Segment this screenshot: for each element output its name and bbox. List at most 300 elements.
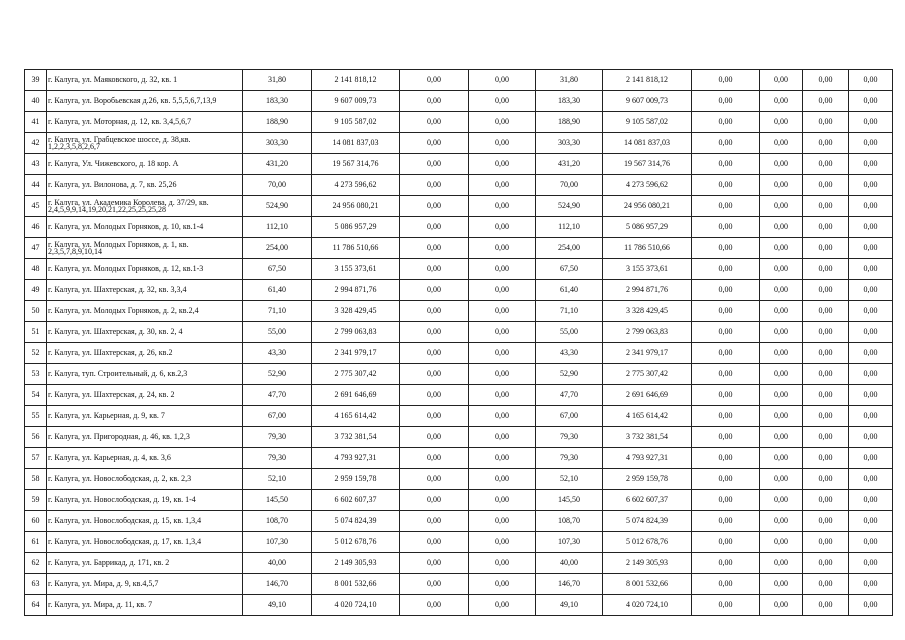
table-row <box>25 427 893 448</box>
table-row <box>25 91 893 112</box>
value-cell: 0,00 <box>400 469 469 490</box>
value-cell: 0,00 <box>400 175 469 196</box>
value-cell: 0,00 <box>400 301 469 322</box>
value-cell: 0,00 <box>469 427 536 448</box>
value-cell: 8 001 532,66 <box>312 574 400 595</box>
value-cell: 0,00 <box>803 448 849 469</box>
address-cell: г. Калуга, ул. Карьерная, д. 4, кв. 3,6 <box>47 448 243 469</box>
value-cell: 0,00 <box>400 280 469 301</box>
value-cell: 4 165 614,42 <box>312 406 400 427</box>
value-cell: 0,00 <box>803 259 849 280</box>
value-cell: 0,00 <box>803 490 849 511</box>
value-cell: 61,40 <box>243 280 312 301</box>
row-number: 56 <box>25 427 47 448</box>
value-cell: 0,00 <box>760 322 803 343</box>
value-cell: 40,00 <box>536 553 603 574</box>
table-row <box>25 133 893 154</box>
value-cell: 0,00 <box>760 448 803 469</box>
value-cell: 0,00 <box>400 91 469 112</box>
value-cell: 47,70 <box>243 385 312 406</box>
value-cell: 67,00 <box>243 406 312 427</box>
value-cell: 0,00 <box>400 238 469 259</box>
row-number: 48 <box>25 259 47 280</box>
value-cell: 0,00 <box>469 532 536 553</box>
value-cell: 0,00 <box>400 595 469 616</box>
value-cell: 0,00 <box>400 448 469 469</box>
value-cell: 303,30 <box>536 133 603 154</box>
address-cell: г. Калуга, ул. Молодых Горняков, д. 2, кв.2,4 <box>47 301 243 322</box>
address-cell: г. Калуга, ул. Шахтерская, д. 32, кв. 3,3,4 <box>47 280 243 301</box>
value-cell: 2 149 305,93 <box>603 553 692 574</box>
row-number: 49 <box>25 280 47 301</box>
value-cell: 112,10 <box>536 217 603 238</box>
value-cell: 0,00 <box>849 511 893 532</box>
value-cell: 0,00 <box>760 595 803 616</box>
value-cell: 2 959 159,78 <box>312 469 400 490</box>
value-cell: 5 012 678,76 <box>312 532 400 553</box>
value-cell: 0,00 <box>803 91 849 112</box>
value-cell: 145,50 <box>243 490 312 511</box>
value-cell: 0,00 <box>849 532 893 553</box>
address-cell: г. Калуга, ул. Воробьевская д.26, кв. 5,5,5,6,7,13,9 <box>47 91 243 112</box>
value-cell: 0,00 <box>692 343 760 364</box>
value-cell: 183,30 <box>536 91 603 112</box>
value-cell: 0,00 <box>803 175 849 196</box>
value-cell: 0,00 <box>692 553 760 574</box>
value-cell: 79,30 <box>536 448 603 469</box>
value-cell: 0,00 <box>692 406 760 427</box>
value-cell: 4 165 614,42 <box>603 406 692 427</box>
address-cell: г. Калуга, ул. Моторная, д. 12, кв. 3,4,5,6,7 <box>47 112 243 133</box>
table-row <box>25 175 893 196</box>
value-cell: 0,00 <box>803 427 849 448</box>
value-cell: 0,00 <box>400 322 469 343</box>
value-cell: 4 793 927,31 <box>603 448 692 469</box>
row-number: 61 <box>25 532 47 553</box>
table-row <box>25 217 893 238</box>
value-cell: 0,00 <box>469 595 536 616</box>
value-cell: 524,90 <box>536 196 603 217</box>
value-cell: 0,00 <box>400 574 469 595</box>
value-cell: 107,30 <box>243 532 312 553</box>
row-number: 43 <box>25 154 47 175</box>
address-cell: г. Калуга, ул. Новослободская, д. 15, кв. 1,3,4 <box>47 511 243 532</box>
value-cell: 0,00 <box>849 385 893 406</box>
value-cell: 0,00 <box>849 112 893 133</box>
row-number: 59 <box>25 490 47 511</box>
value-cell: 0,00 <box>803 343 849 364</box>
value-cell: 0,00 <box>400 154 469 175</box>
value-cell: 0,00 <box>469 112 536 133</box>
value-cell: 0,00 <box>692 427 760 448</box>
value-cell: 3 732 381,54 <box>603 427 692 448</box>
value-cell: 67,50 <box>536 259 603 280</box>
value-cell: 431,20 <box>536 154 603 175</box>
value-cell: 14 081 837,03 <box>312 133 400 154</box>
address-cell: г. Калуга, ул. Шахтерская, д. 30, кв. 2, 4 <box>47 322 243 343</box>
value-cell: 108,70 <box>536 511 603 532</box>
value-cell: 0,00 <box>692 91 760 112</box>
address-cell: г. Калуга, ул. Молодых Горняков, д. 12, кв.1-3 <box>47 259 243 280</box>
value-cell: 0,00 <box>849 574 893 595</box>
value-cell: 0,00 <box>803 553 849 574</box>
row-number: 39 <box>25 70 47 91</box>
row-number: 63 <box>25 574 47 595</box>
value-cell: 0,00 <box>760 217 803 238</box>
value-cell: 5 086 957,29 <box>603 217 692 238</box>
table-body <box>25 70 893 616</box>
value-cell: 5 086 957,29 <box>312 217 400 238</box>
value-cell: 2 959 159,78 <box>603 469 692 490</box>
table-row <box>25 385 893 406</box>
value-cell: 2 691 646,69 <box>603 385 692 406</box>
value-cell: 254,00 <box>243 238 312 259</box>
value-cell: 0,00 <box>400 259 469 280</box>
value-cell: 0,00 <box>692 217 760 238</box>
value-cell: 4 273 596,62 <box>603 175 692 196</box>
value-cell: 0,00 <box>400 532 469 553</box>
value-cell: 0,00 <box>469 217 536 238</box>
value-cell: 0,00 <box>692 364 760 385</box>
row-number: 58 <box>25 469 47 490</box>
value-cell: 0,00 <box>849 259 893 280</box>
value-cell: 0,00 <box>760 364 803 385</box>
value-cell: 2 799 063,83 <box>312 322 400 343</box>
value-cell: 0,00 <box>692 238 760 259</box>
value-cell: 112,10 <box>243 217 312 238</box>
value-cell: 43,30 <box>536 343 603 364</box>
value-cell: 0,00 <box>803 238 849 259</box>
value-cell: 49,10 <box>536 595 603 616</box>
table-row <box>25 469 893 490</box>
row-number: 60 <box>25 511 47 532</box>
value-cell: 49,10 <box>243 595 312 616</box>
value-cell: 0,00 <box>469 91 536 112</box>
value-cell: 0,00 <box>469 175 536 196</box>
address-cell: г. Калуга, ул. Шахтерская, д. 26, кв.2 <box>47 343 243 364</box>
table-row <box>25 574 893 595</box>
value-cell: 0,00 <box>849 406 893 427</box>
value-cell: 3 155 373,61 <box>312 259 400 280</box>
table-row <box>25 154 893 175</box>
value-cell: 55,00 <box>243 322 312 343</box>
row-number: 44 <box>25 175 47 196</box>
row-number: 53 <box>25 364 47 385</box>
value-cell: 71,10 <box>243 301 312 322</box>
value-cell: 0,00 <box>803 154 849 175</box>
value-cell: 108,70 <box>243 511 312 532</box>
table-row <box>25 364 893 385</box>
address-cell: г. Калуга, ул. Баррикад, д. 171, кв. 2 <box>47 553 243 574</box>
value-cell: 0,00 <box>692 532 760 553</box>
value-cell: 0,00 <box>760 91 803 112</box>
table-row <box>25 280 893 301</box>
row-number: 52 <box>25 343 47 364</box>
value-cell: 4 793 927,31 <box>312 448 400 469</box>
value-cell: 0,00 <box>849 217 893 238</box>
table-row <box>25 448 893 469</box>
address-cell: г. Калуга, ул. Вилонова, д. 7, кв. 25,26 <box>47 175 243 196</box>
value-cell: 5 074 824,39 <box>603 511 692 532</box>
value-cell: 40,00 <box>243 553 312 574</box>
value-cell: 0,00 <box>400 553 469 574</box>
address-cell: г. Калуга, Ул. Чижевского, д. 18 кор. А <box>47 154 243 175</box>
value-cell: 524,90 <box>243 196 312 217</box>
value-cell: 19 567 314,76 <box>603 154 692 175</box>
value-cell: 0,00 <box>760 154 803 175</box>
value-cell: 0,00 <box>469 280 536 301</box>
value-cell: 0,00 <box>469 70 536 91</box>
value-cell: 0,00 <box>692 280 760 301</box>
row-number: 40 <box>25 91 47 112</box>
value-cell: 431,20 <box>243 154 312 175</box>
value-cell: 0,00 <box>760 175 803 196</box>
value-cell: 0,00 <box>803 595 849 616</box>
value-cell: 0,00 <box>760 511 803 532</box>
value-cell: 0,00 <box>760 385 803 406</box>
value-cell: 0,00 <box>849 448 893 469</box>
value-cell: 52,10 <box>536 469 603 490</box>
value-cell: 0,00 <box>469 469 536 490</box>
value-cell: 0,00 <box>760 574 803 595</box>
value-cell: 0,00 <box>849 427 893 448</box>
row-number: 54 <box>25 385 47 406</box>
value-cell: 0,00 <box>469 238 536 259</box>
row-number: 42 <box>25 133 47 154</box>
value-cell: 0,00 <box>469 448 536 469</box>
value-cell: 0,00 <box>692 70 760 91</box>
value-cell: 0,00 <box>849 175 893 196</box>
value-cell: 0,00 <box>849 238 893 259</box>
address-cell: г. Калуга, ул. Мира, д. 11, кв. 7 <box>47 595 243 616</box>
value-cell: 0,00 <box>400 343 469 364</box>
value-cell: 0,00 <box>760 196 803 217</box>
address-cell: г. Калуга, ул. Новослободская, д. 19, кв. 1-4 <box>47 490 243 511</box>
table-row <box>25 196 893 217</box>
value-cell: 6 602 607,37 <box>603 490 692 511</box>
row-number: 46 <box>25 217 47 238</box>
address-cell: г. Калуга, ул. Новослободская, д. 17, кв. 1,3,4 <box>47 532 243 553</box>
value-cell: 0,00 <box>400 406 469 427</box>
value-cell: 0,00 <box>760 70 803 91</box>
value-cell: 0,00 <box>692 154 760 175</box>
value-cell: 0,00 <box>760 112 803 133</box>
value-cell: 0,00 <box>469 133 536 154</box>
value-cell: 9 105 587,02 <box>312 112 400 133</box>
value-cell: 0,00 <box>803 574 849 595</box>
value-cell: 0,00 <box>760 469 803 490</box>
value-cell: 0,00 <box>760 238 803 259</box>
value-cell: 2 141 818,12 <box>312 70 400 91</box>
row-number: 55 <box>25 406 47 427</box>
value-cell: 2 141 818,12 <box>603 70 692 91</box>
value-cell: 0,00 <box>849 490 893 511</box>
value-cell: 61,40 <box>536 280 603 301</box>
value-cell: 0,00 <box>400 217 469 238</box>
value-cell: 9 105 587,02 <box>603 112 692 133</box>
value-cell: 70,00 <box>243 175 312 196</box>
value-cell: 0,00 <box>760 259 803 280</box>
address-cell: г. Калуга, ул. Новослободская, д. 2, кв. 2,3 <box>47 469 243 490</box>
value-cell: 0,00 <box>849 553 893 574</box>
value-cell: 0,00 <box>760 133 803 154</box>
address-cell: г. Калуга, ул. Молодых Горняков, д. 10, кв.1-4 <box>47 217 243 238</box>
value-cell: 0,00 <box>760 406 803 427</box>
value-cell: 3 328 429,45 <box>603 301 692 322</box>
value-cell: 0,00 <box>760 343 803 364</box>
table-row <box>25 511 893 532</box>
value-cell: 0,00 <box>400 364 469 385</box>
value-cell: 31,80 <box>536 70 603 91</box>
row-number: 51 <box>25 322 47 343</box>
table-row <box>25 259 893 280</box>
value-cell: 11 786 510,66 <box>603 238 692 259</box>
address-cell: г. Калуга, ул. Мира, д. 9, кв.4,5,7 <box>47 574 243 595</box>
value-cell: 3 732 381,54 <box>312 427 400 448</box>
value-cell: 79,30 <box>536 427 603 448</box>
value-cell: 71,10 <box>536 301 603 322</box>
value-cell: 146,70 <box>536 574 603 595</box>
value-cell: 5 012 678,76 <box>603 532 692 553</box>
value-cell: 8 001 532,66 <box>603 574 692 595</box>
table-row <box>25 343 893 364</box>
value-cell: 0,00 <box>760 532 803 553</box>
value-cell: 0,00 <box>849 154 893 175</box>
value-cell: 0,00 <box>760 427 803 448</box>
value-cell: 0,00 <box>803 364 849 385</box>
value-cell: 2 799 063,83 <box>603 322 692 343</box>
value-cell: 52,90 <box>536 364 603 385</box>
value-cell: 6 602 607,37 <box>312 490 400 511</box>
value-cell: 146,70 <box>243 574 312 595</box>
value-cell: 303,30 <box>243 133 312 154</box>
value-cell: 145,50 <box>536 490 603 511</box>
value-cell: 67,00 <box>536 406 603 427</box>
value-cell: 0,00 <box>803 406 849 427</box>
value-cell: 0,00 <box>849 595 893 616</box>
housing-register-table <box>24 69 893 616</box>
value-cell: 0,00 <box>692 196 760 217</box>
value-cell: 0,00 <box>849 70 893 91</box>
value-cell: 3 155 373,61 <box>603 259 692 280</box>
value-cell: 0,00 <box>692 301 760 322</box>
value-cell: 0,00 <box>692 322 760 343</box>
value-cell: 0,00 <box>803 217 849 238</box>
row-number: 47 <box>25 238 47 259</box>
value-cell: 2 341 979,17 <box>603 343 692 364</box>
value-cell: 0,00 <box>692 574 760 595</box>
value-cell: 4 020 724,10 <box>312 595 400 616</box>
value-cell: 0,00 <box>803 112 849 133</box>
address-cell: г. Калуга, ул. Молодых Горняков, д. 1, кв. 2,3,5,7,8,9,10,14 <box>47 238 243 259</box>
value-cell: 0,00 <box>803 385 849 406</box>
value-cell: 52,10 <box>243 469 312 490</box>
value-cell: 0,00 <box>469 301 536 322</box>
value-cell: 47,70 <box>536 385 603 406</box>
value-cell: 0,00 <box>469 511 536 532</box>
value-cell: 14 081 837,03 <box>603 133 692 154</box>
table-row <box>25 595 893 616</box>
value-cell: 0,00 <box>692 175 760 196</box>
value-cell: 188,90 <box>243 112 312 133</box>
row-number: 45 <box>25 196 47 217</box>
value-cell: 0,00 <box>469 385 536 406</box>
value-cell: 0,00 <box>692 595 760 616</box>
value-cell: 0,00 <box>469 490 536 511</box>
value-cell: 0,00 <box>400 490 469 511</box>
value-cell: 0,00 <box>400 511 469 532</box>
table-row <box>25 112 893 133</box>
row-number: 62 <box>25 553 47 574</box>
value-cell: 55,00 <box>536 322 603 343</box>
value-cell: 0,00 <box>849 91 893 112</box>
value-cell: 0,00 <box>849 280 893 301</box>
address-cell: г. Калуга, туп. Строительный, д. 6, кв.2,3 <box>47 364 243 385</box>
value-cell: 0,00 <box>803 70 849 91</box>
value-cell: 0,00 <box>469 364 536 385</box>
value-cell: 0,00 <box>692 469 760 490</box>
value-cell: 0,00 <box>692 385 760 406</box>
value-cell: 9 607 009,73 <box>312 91 400 112</box>
value-cell: 0,00 <box>849 196 893 217</box>
table-row <box>25 553 893 574</box>
value-cell: 0,00 <box>849 133 893 154</box>
table-row <box>25 532 893 553</box>
value-cell: 52,90 <box>243 364 312 385</box>
value-cell: 0,00 <box>469 406 536 427</box>
table-row <box>25 238 893 259</box>
value-cell: 11 786 510,66 <box>312 238 400 259</box>
value-cell: 2 994 871,76 <box>312 280 400 301</box>
value-cell: 0,00 <box>469 322 536 343</box>
value-cell: 3 328 429,45 <box>312 301 400 322</box>
value-cell: 24 956 080,21 <box>603 196 692 217</box>
value-cell: 0,00 <box>849 301 893 322</box>
table-row <box>25 406 893 427</box>
value-cell: 0,00 <box>849 469 893 490</box>
value-cell: 31,80 <box>243 70 312 91</box>
value-cell: 4 020 724,10 <box>603 595 692 616</box>
value-cell: 24 956 080,21 <box>312 196 400 217</box>
address-cell: г. Калуга, ул. Карьерная, д. 9, кв. 7 <box>47 406 243 427</box>
value-cell: 0,00 <box>760 280 803 301</box>
row-number: 41 <box>25 112 47 133</box>
value-cell: 0,00 <box>760 553 803 574</box>
value-cell: 0,00 <box>849 322 893 343</box>
value-cell: 0,00 <box>803 532 849 553</box>
value-cell: 0,00 <box>400 427 469 448</box>
table-row <box>25 301 893 322</box>
value-cell: 5 074 824,39 <box>312 511 400 532</box>
address-cell: г. Калуга, ул. Шахтерская, д. 24, кв. 2 <box>47 385 243 406</box>
value-cell: 0,00 <box>400 385 469 406</box>
value-cell: 0,00 <box>469 259 536 280</box>
value-cell: 0,00 <box>803 301 849 322</box>
table-row <box>25 322 893 343</box>
value-cell: 19 567 314,76 <box>312 154 400 175</box>
value-cell: 4 273 596,62 <box>312 175 400 196</box>
row-number: 57 <box>25 448 47 469</box>
value-cell: 0,00 <box>692 448 760 469</box>
address-cell: г. Калуга, ул. Маяковского, д. 32, кв. 1 <box>47 70 243 91</box>
value-cell: 0,00 <box>469 553 536 574</box>
value-cell: 2 341 979,17 <box>312 343 400 364</box>
value-cell: 0,00 <box>400 196 469 217</box>
value-cell: 0,00 <box>469 154 536 175</box>
value-cell: 0,00 <box>803 280 849 301</box>
value-cell: 0,00 <box>692 511 760 532</box>
value-cell: 0,00 <box>469 343 536 364</box>
